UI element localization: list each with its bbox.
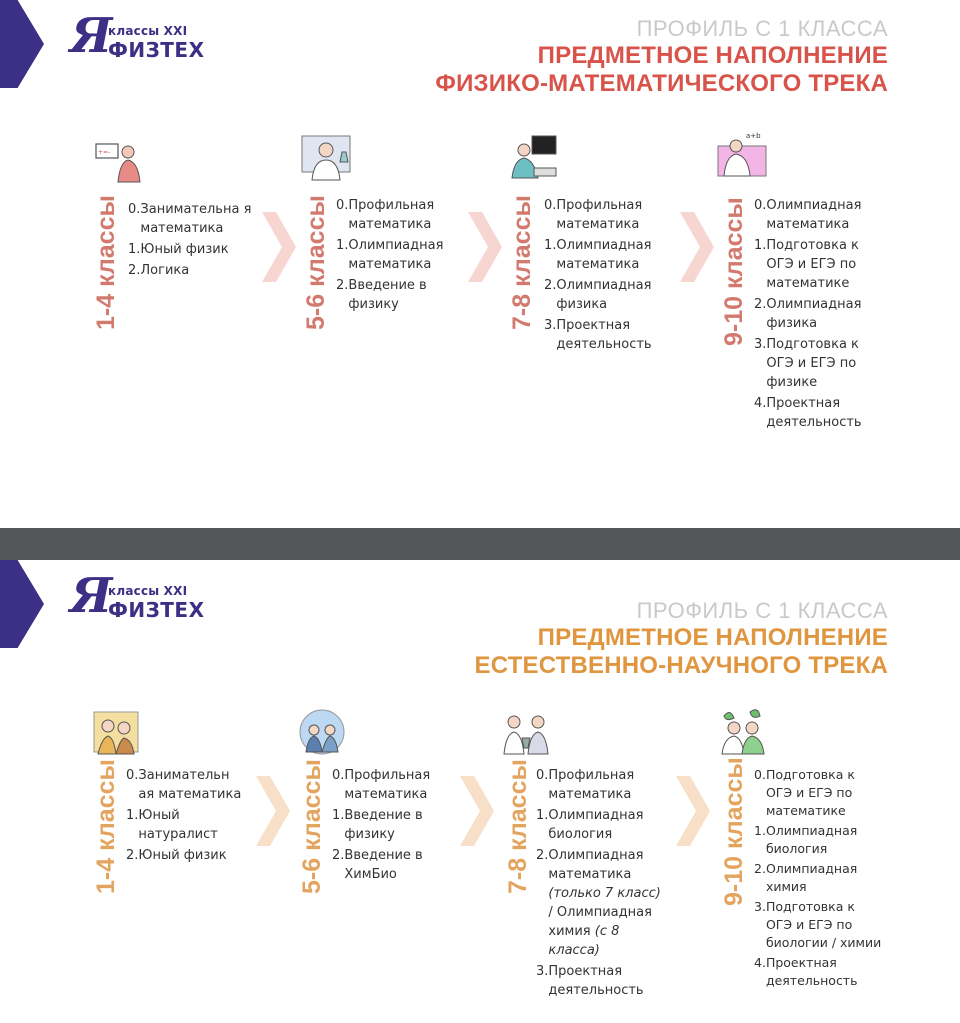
corner-accent — [0, 0, 44, 88]
list-item: 2. Олимпиадная математика (только 7 класс) / Олимпиадная химия (с 8 класса) — [536, 848, 661, 958]
chevron-right-icon — [262, 212, 296, 282]
chevron-right-icon — [676, 776, 710, 846]
grade-label: 5-6 классы — [298, 759, 326, 894]
grade-label: 1-4 классы — [92, 759, 120, 894]
list-item: 2. Олимпиадная физика — [544, 278, 652, 312]
chevron-right-icon — [680, 212, 714, 282]
slide-natural-science — [0, 560, 960, 1023]
grade-label: 9-10 классы — [720, 757, 748, 906]
chevron-right-icon — [468, 212, 502, 282]
list-item: 1. Введение в физику — [332, 808, 423, 842]
list-item: 4. Проектная деятельность — [754, 396, 862, 430]
list-item: 1. Олимпиадная математика — [336, 238, 444, 272]
corner-accent — [0, 560, 44, 648]
list-item: 3. Проектная деятельность — [544, 318, 652, 352]
students-lab-icon — [500, 708, 552, 758]
grade-label: 1-4 классы — [92, 195, 120, 330]
subject-list — [336, 196, 462, 316]
list-item: 0. Профильная математика — [536, 768, 635, 802]
grade-label: 7-8 классы — [504, 759, 532, 894]
svg-text:+=-: +=- — [98, 149, 111, 156]
list-item: 0. Профильная математика — [336, 198, 435, 232]
teacher-formula-icon — [716, 130, 768, 180]
grade-label: 7-8 классы — [508, 195, 536, 330]
list-item: 0. Занимательна я математика — [128, 202, 252, 236]
list-item: 1. Олимпиадная математика — [544, 238, 652, 272]
brand-logo: Я классы XXI ФИЗТЕХ — [70, 8, 205, 64]
title-line-1: ПРЕДМЕТНОЕ НАПОЛНЕНИЕ — [537, 42, 888, 69]
student-laptop-icon — [508, 132, 560, 182]
subtitle: ПРОФИЛЬ С 1 КЛАССА — [636, 598, 888, 623]
title-line-1: ПРЕДМЕТНОЕ НАПОЛНЕНИЕ — [537, 624, 888, 651]
list-item: 4. Проектная деятельность — [754, 955, 858, 988]
list-item: 1. Олимпиадная биология — [536, 808, 644, 842]
list-item: 2. Олимпиадная физика — [754, 297, 862, 331]
list-item: 3. Проектная деятельность — [536, 964, 644, 998]
list-item: 0. Профильная математика — [544, 198, 643, 232]
brand-logo: Я классы XXI ФИЗТЕХ — [70, 568, 205, 624]
slide-titles — [475, 598, 889, 680]
grade-label: 5-6 классы — [302, 195, 330, 330]
subject-list — [332, 766, 448, 886]
title-line-2: ЕСТЕСТВЕННО-НАУЧНОГО ТРЕКА — [474, 652, 888, 679]
title-line-2: ФИЗИКО-МАТЕМАТИЧЕСКОГО ТРЕКА — [435, 70, 888, 97]
list-item: 2. Логика — [128, 263, 190, 278]
subject-list — [536, 766, 666, 1002]
list-item: 0. Занимательн ая математика — [126, 768, 242, 802]
list-item: 1. Подготовка к ОГЭ и ЕГЭ по математике — [754, 238, 859, 291]
subject-list — [754, 766, 884, 992]
teacher-board-icon — [92, 134, 144, 184]
list-item: 0. Олимпиадная математика — [754, 198, 862, 232]
scientist-beaker-icon — [300, 132, 352, 182]
slide-titles — [435, 16, 888, 98]
list-item: 0. Подготовка к ОГЭ и ЕГЭ по математике — [754, 767, 855, 818]
list-item: 2. Введение в физику — [336, 278, 427, 312]
slide-divider — [0, 528, 960, 560]
students-plants-icon — [716, 706, 768, 756]
grade-label: 9-10 классы — [720, 197, 748, 346]
list-item: 3. Подготовка к ОГЭ и ЕГЭ по физике — [754, 337, 859, 390]
list-item: 2. Введение в ХимБио — [332, 848, 423, 882]
subject-list — [544, 196, 670, 356]
chevron-right-icon — [256, 776, 290, 846]
list-item: 1. Олимпиадная биология — [754, 823, 858, 856]
students-globe-icon — [296, 708, 348, 758]
list-item: 1. Юный физик — [128, 242, 229, 257]
list-item: 2. Юный физик — [126, 848, 227, 863]
subject-list — [126, 766, 242, 867]
svg-text:a+b: a+b — [746, 132, 761, 140]
chevron-right-icon — [460, 776, 494, 846]
list-item: 3. Подготовка к ОГЭ и ЕГЭ по биологии / химии — [754, 899, 882, 950]
kids-nature-icon — [90, 708, 142, 758]
subject-list — [128, 200, 256, 282]
subject-list — [754, 196, 884, 434]
list-item: 0. Профильная математика — [332, 768, 431, 802]
subtitle: ПРОФИЛЬ С 1 КЛАССА — [636, 16, 888, 41]
list-item: 1. Юный натуралист — [126, 808, 218, 842]
list-item: 2. Олимпиадная химия — [754, 861, 858, 894]
